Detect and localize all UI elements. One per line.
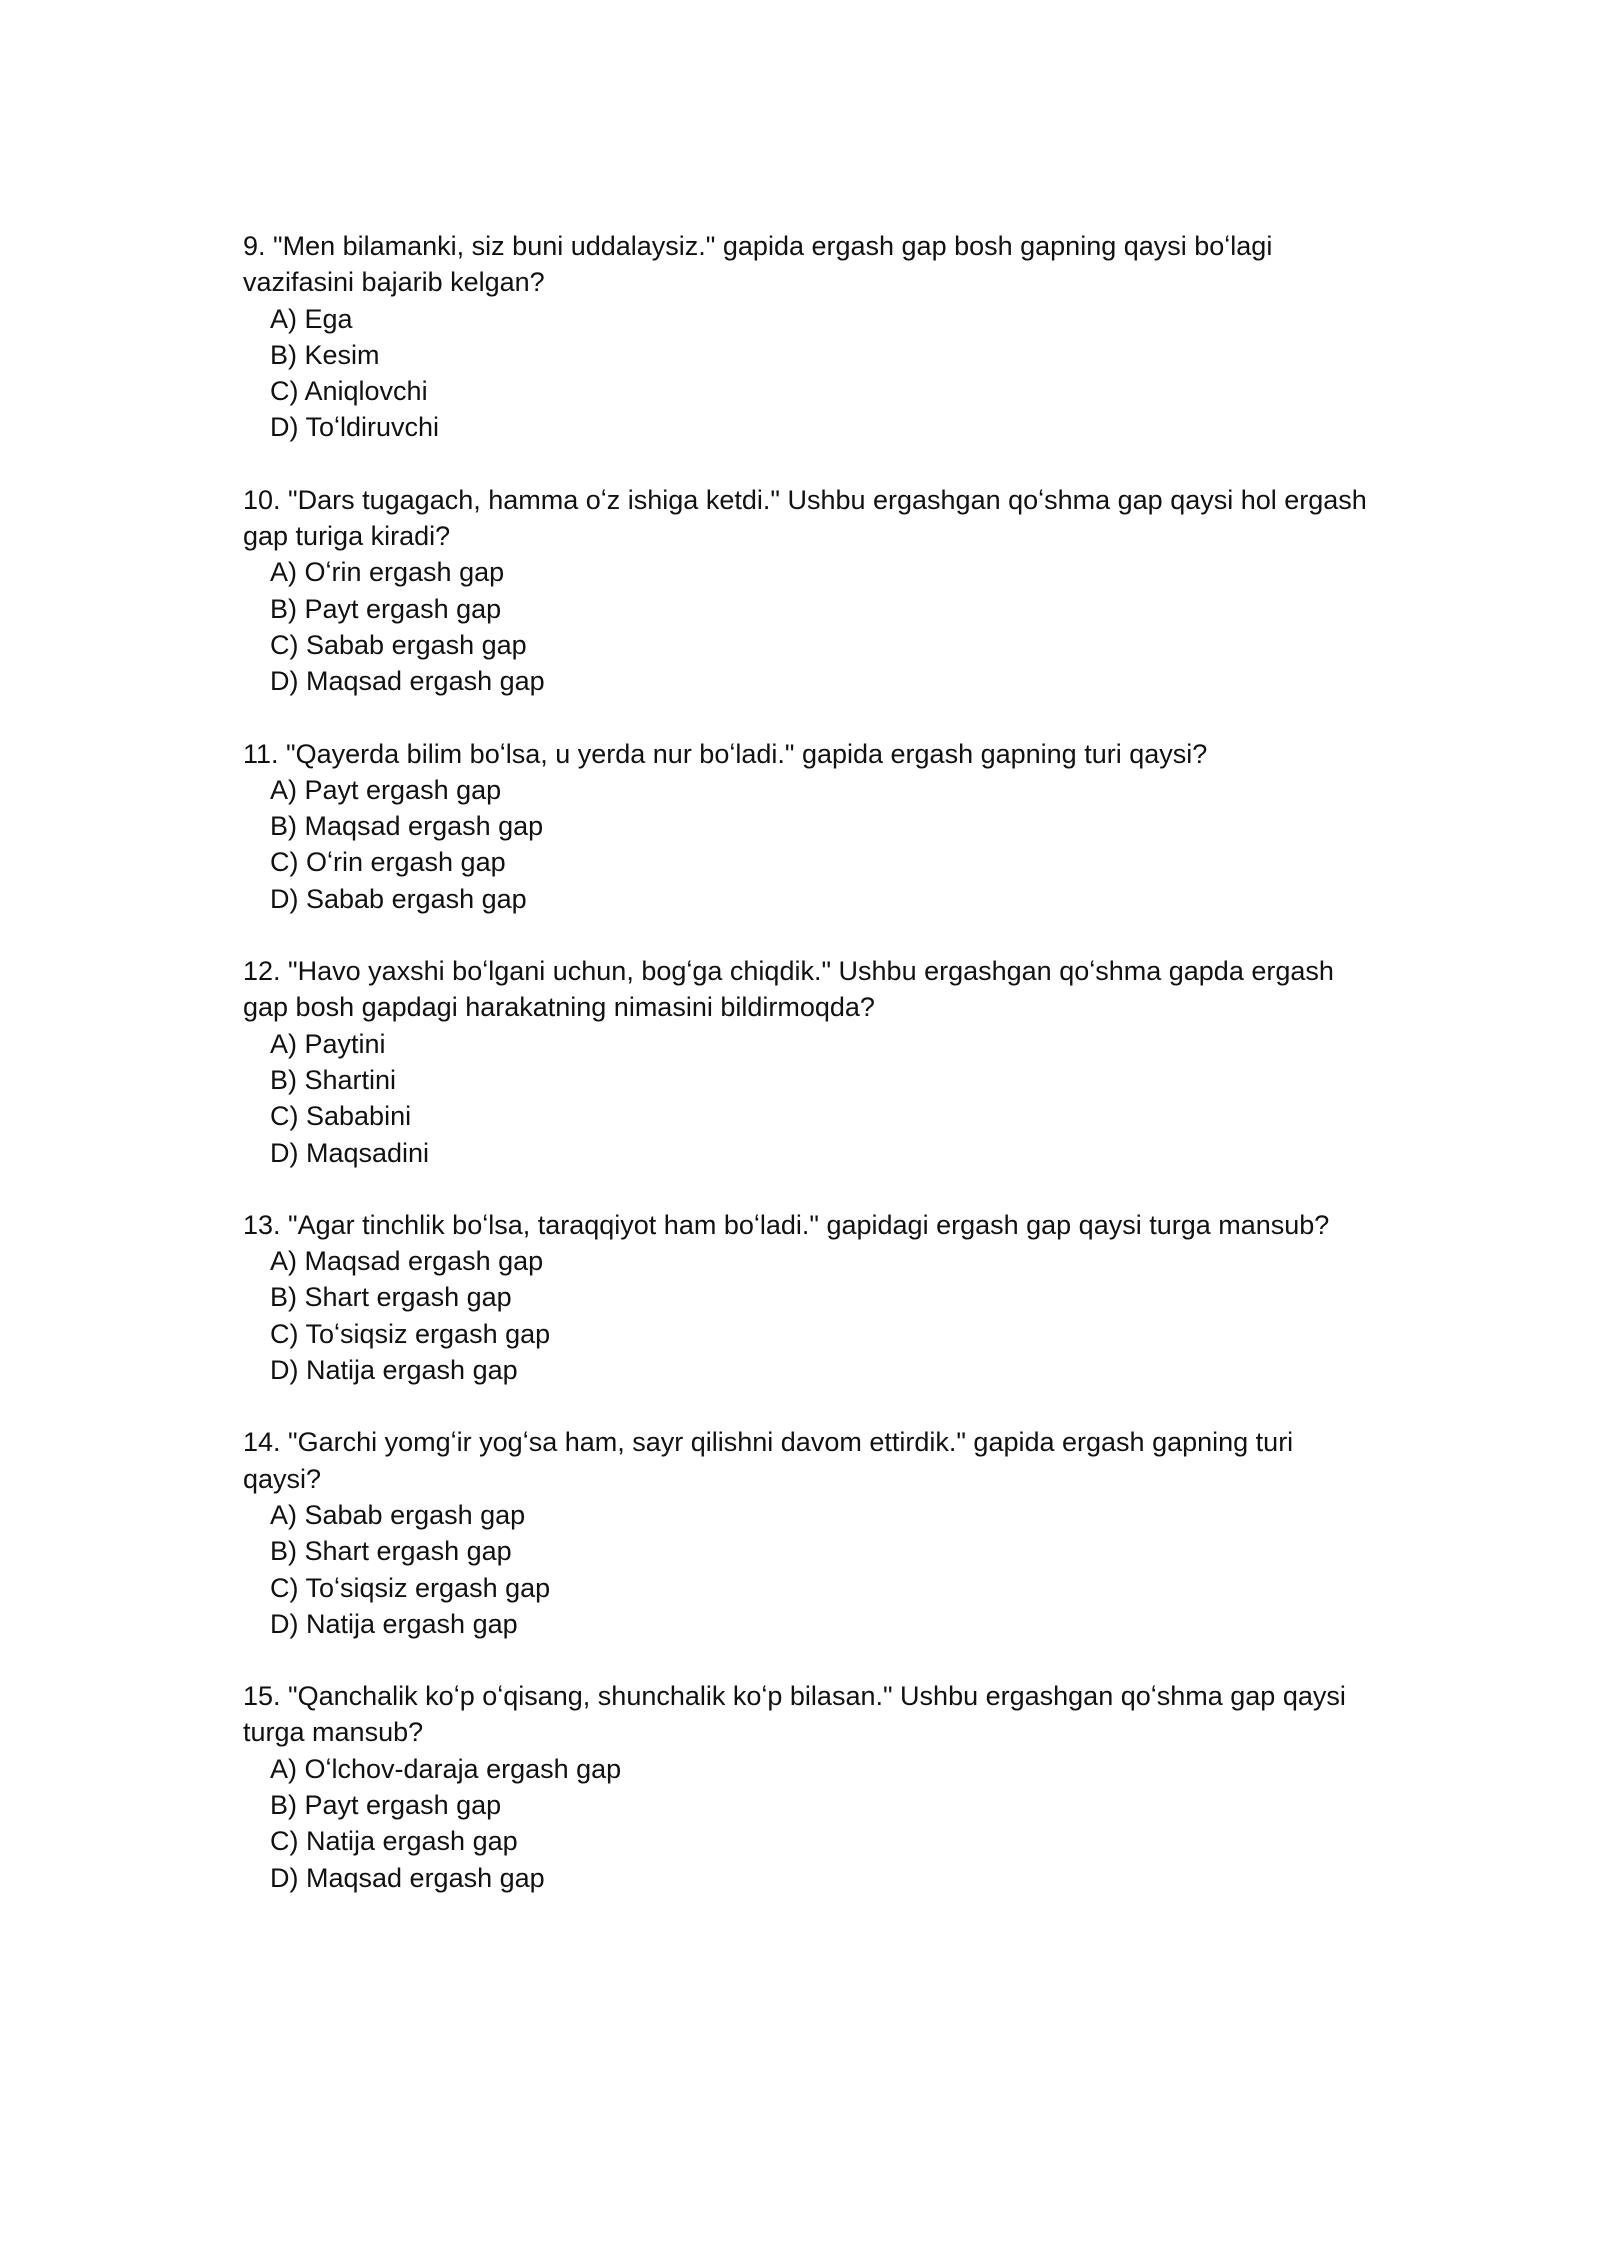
option-a: A) Oʻrin ergash gap <box>270 557 505 588</box>
option-a: A) Paytini <box>270 1028 386 1059</box>
option-b: B) Maqsad ergash gap <box>270 811 544 842</box>
option-b: B) Payt ergash gap <box>270 593 502 624</box>
question-text: 14. "Garchi yomgʻir yogʻsa ham, sayr qilishni davom ettirdik." gapida ergash gapning turi qaysi? <box>243 1427 1294 1494</box>
option-c: C) Natija ergash gap <box>270 1826 518 1857</box>
answer-options <box>243 772 1373 917</box>
option-c: C) Oʻrin ergash gap <box>270 847 506 878</box>
answer-options <box>243 1751 1373 1896</box>
answer-options <box>243 1497 1373 1642</box>
option-a: A) Sabab ergash gap <box>270 1499 526 1530</box>
answer-options <box>243 1243 1373 1388</box>
question-14 <box>243 1424 1373 1642</box>
option-b: B) Shart ergash gap <box>270 1282 512 1313</box>
answer-options <box>243 554 1373 699</box>
question-text: 10. "Dars tugagach, hamma oʻz ishiga ketdi." Ushbu ergashgan qoʻshma gap qaysi hol ergash gap turiga kiradi? <box>243 484 1367 552</box>
question-text: 15. "Qanchalik koʻp oʻqisang, shunchalik koʻp bilasan." Ushbu ergashgan qoʻshma gap qaysi turga mansub? <box>243 1681 1346 1748</box>
option-d: D) Natija ergash gap <box>270 1355 518 1386</box>
option-a: A) Ega <box>270 303 353 334</box>
option-a: A) Oʻlchov-daraja ergash gap <box>270 1753 622 1784</box>
option-b: B) Kesim <box>270 339 380 370</box>
option-d: D) Natija ergash gap <box>270 1608 518 1639</box>
answer-options <box>243 301 1373 446</box>
question-text: 13. "Agar tinchlik boʻlsa, taraqqiyot ham boʻladi." gapidagi ergash gap qaysi turga mansub? <box>243 1209 1330 1240</box>
question-15 <box>243 1678 1373 1896</box>
option-c: C) Toʻsiqsiz ergash gap <box>270 1572 551 1603</box>
question-text: 9. "Men bilamanki, siz buni uddalaysiz." gapida ergash gap bosh gapning qaysi boʻlagi vazifasini bajarib kelgan? <box>243 231 1273 298</box>
option-b: B) Shart ergash gap <box>270 1536 512 1567</box>
option-d: D) Toʻldiruvchi <box>270 412 440 443</box>
option-c: C) Sabab ergash gap <box>270 629 527 660</box>
question-9 <box>243 228 1373 446</box>
answer-options <box>243 1026 1373 1171</box>
option-a: A) Payt ergash gap <box>270 774 502 805</box>
question-11 <box>243 736 1373 917</box>
option-b: B) Payt ergash gap <box>270 1789 502 1820</box>
question-text: 11. "Qayerda bilim boʻlsa, u yerda nur boʻladi." gapida ergash gapning turi qaysi? <box>243 738 1208 769</box>
option-c: C) Toʻsiqsiz ergash gap <box>270 1318 551 1349</box>
option-d: D) Maqsad ergash gap <box>270 1862 545 1893</box>
question-12 <box>243 953 1373 1171</box>
option-d: D) Maqsad ergash gap <box>270 666 545 697</box>
document-page <box>243 228 1373 1932</box>
question-text: 12. "Havo yaxshi boʻlgani uchun, bogʻga chiqdik." Ushbu ergashgan qoʻshma gapda ergash gap bosh gapdagi harakatning nimasini bildirmoqda? <box>243 956 1334 1023</box>
option-a: A) Maqsad ergash gap <box>270 1246 544 1277</box>
option-c: C) Aniqlovchi <box>270 376 428 407</box>
option-d: D) Maqsadini <box>270 1137 430 1168</box>
option-c: C) Sababini <box>270 1101 412 1132</box>
question-10 <box>243 482 1373 700</box>
question-13 <box>243 1207 1373 1388</box>
option-b: B) Shartini <box>270 1064 397 1095</box>
option-d: D) Sabab ergash gap <box>270 883 527 914</box>
